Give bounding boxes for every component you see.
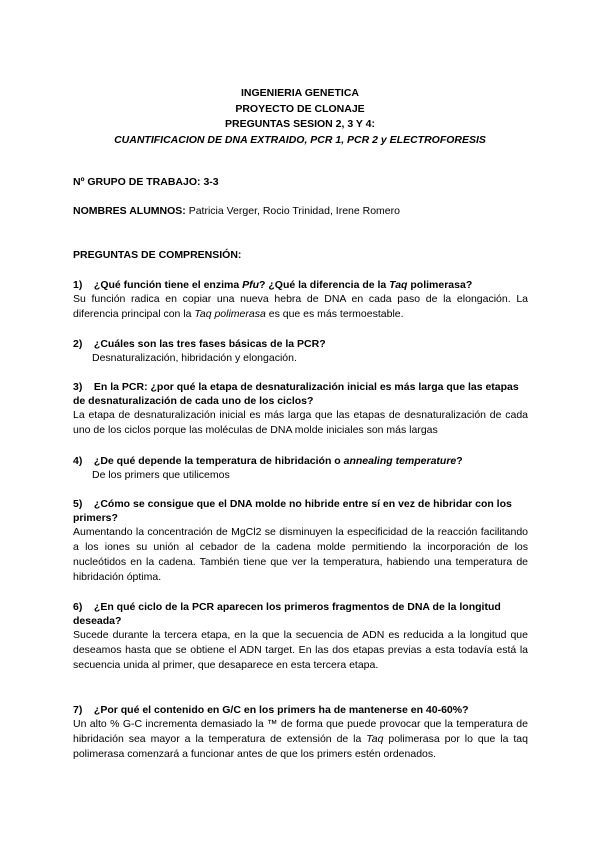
- question-5: [73, 497, 528, 525]
- question-text: ?: [456, 455, 463, 467]
- question-text: polimerasa?: [407, 279, 473, 291]
- students-value: Patricia Verger, Rocio Trinidad, Irene Romero: [188, 205, 400, 217]
- section-title: PREGUNTAS DE COMPRENSIÓN:: [73, 249, 242, 261]
- course-title: INGENIERIA GENETICA: [240, 87, 360, 99]
- answer-4: De los primers que utilicemos: [92, 469, 230, 481]
- answer-text: Un alto % G-C incrementa demasiado la ™ de forma que puede provocar que la temperatura de hibridación sea mayor a la temperatura de extensión de la: [73, 718, 528, 745]
- question-number: 3): [73, 381, 83, 393]
- answer-text: polimerasa por lo que la taq polimerasa comenzará a funcionar antes de que los primers estén ordenados.: [73, 733, 528, 760]
- answer-6: Sucede durante la tercera etapa, en la que la secuencia de ADN es reducida a la longitud que deseamos hasta que se obtiene el ADN target. En las dos etapas previas a esta todavía está la secuencia unida al primer, que desaparece en esta tercera etapa.: [73, 629, 528, 671]
- question-text: ¿En qué ciclo de la PCR aparecen los primeros fragmentos de DNA de la longitud deseada?: [73, 601, 501, 627]
- question-text: ¿Cómo se consigue que el DNA molde no hibride entre sí en vez de hibridar con los primers?: [73, 498, 512, 524]
- question-text: ¿Qué función tiene el enzima: [93, 279, 243, 291]
- answer-emphasis: Taq: [366, 733, 384, 745]
- session-subtitle: CUANTIFICACION DE DNA EXTRAIDO, PCR 1, PCR 2 y ELECTROFORESIS: [114, 133, 486, 146]
- answer-7: [73, 717, 528, 762]
- question-1: [73, 278, 528, 292]
- question-emphasis: Taq: [389, 279, 408, 291]
- question-number: 5): [73, 498, 83, 510]
- question-emphasis: Pfu: [242, 279, 260, 291]
- answer-2: Desnaturalización, hibridación y elongación.: [92, 352, 297, 364]
- document-header: [0, 86, 600, 148]
- question-number: 1): [73, 279, 83, 291]
- group-label: Nº GRUPO DE TRABAJO:: [73, 176, 201, 188]
- question-6: [73, 600, 528, 628]
- question-text: ? ¿Qué la diferencia de la: [259, 279, 390, 291]
- students-line: [73, 205, 400, 217]
- answer-text: Su función radica en copiar una nueva hebra de DNA en cada paso de la elongación. La diferencia principal con la: [73, 293, 528, 320]
- question-text: ¿Por qué el contenido en G/C en los primers ha de mantenerse en 40-60%?: [93, 704, 469, 716]
- question-text: En la PCR: ¿por qué la etapa de desnaturalización inicial es más larga que las etapas de desnaturalización de cada uno de los ciclos?: [73, 381, 519, 407]
- answer-5: Aumentando la concentración de MgCl2 se disminuyen la especificidad de la reacción facilitando a los iones su unión al cebador de la cadena molde permitiendo la incorporación de los nucleótidos en la cadena. También tiene que ver la temperatura, habiendo una temperatura de hibridación óptima.: [73, 526, 528, 583]
- question-emphasis: annealing temperature: [343, 455, 457, 467]
- answer-3: La etapa de desnaturalización inicial es más larga que las etapas de desnaturalización de cada uno de los ciclos porque las moléculas de DNA molde iniciales son más largas: [73, 409, 528, 436]
- question-text: ¿De qué depende la temperatura de hibridación o: [93, 455, 344, 467]
- question-4: [73, 454, 528, 468]
- question-number: 6): [73, 601, 83, 613]
- question-number: 2): [73, 338, 83, 350]
- session-title: PREGUNTAS SESION 2, 3 Y 4:: [225, 118, 375, 130]
- question-2: [73, 337, 528, 351]
- question-3: [73, 380, 528, 408]
- question-text: ¿Cuáles son las tres fases básicas de la PCR?: [93, 338, 326, 350]
- answer-text: es que es más termoestable.: [265, 308, 404, 320]
- answer-emphasis: Taq polimerasa: [194, 308, 266, 320]
- answer-1: [73, 292, 528, 322]
- question-number: 7): [73, 704, 83, 716]
- project-title: PROYECTO DE CLONAJE: [235, 102, 365, 115]
- group-line: [73, 176, 219, 188]
- question-number: 4): [73, 455, 83, 467]
- group-value: 3-3: [203, 176, 219, 188]
- students-label: NOMBRES ALUMNOS:: [73, 205, 186, 217]
- question-7: [73, 703, 528, 717]
